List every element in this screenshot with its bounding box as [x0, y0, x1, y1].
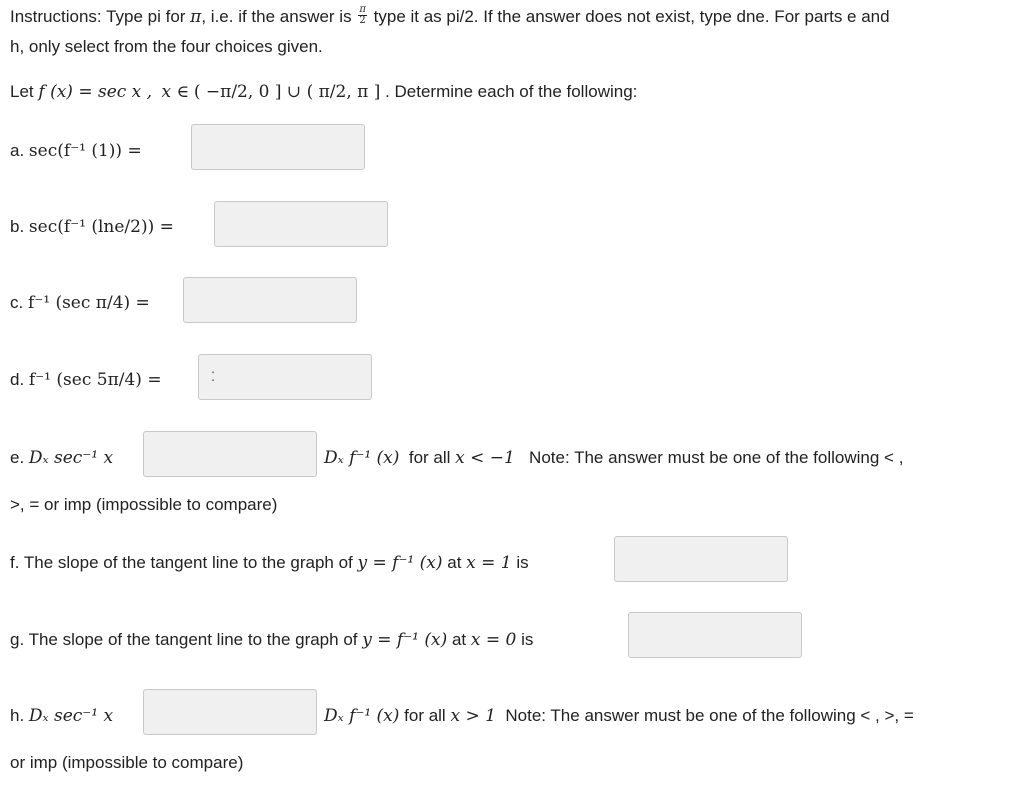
part-d-label: d.	[10, 370, 25, 389]
instructions-line-1	[10, 6, 890, 28]
part-d	[10, 369, 162, 391]
instructions-line-2: h, only select from the four choices given.	[10, 37, 323, 56]
part-d-answer-input[interactable]	[198, 354, 372, 400]
domain-interval: ( −π/2, 0 ] ∪ ( π/2, π ]	[193, 82, 381, 102]
part-h-note-line-2: or imp (impossible to compare)	[10, 753, 244, 772]
part-f-at: at	[447, 553, 462, 572]
part-e-lhs	[10, 447, 113, 469]
part-b	[10, 216, 174, 238]
part-e-rhs	[324, 447, 903, 469]
part-h-condition-label: for all	[404, 706, 446, 725]
part-b-answer-input[interactable]	[214, 201, 388, 247]
part-h-condition: x > 1	[450, 706, 496, 726]
part-f-answer-input[interactable]	[614, 536, 788, 582]
part-a-label: a.	[10, 141, 25, 160]
part-f	[10, 552, 529, 574]
part-g-is: is	[521, 630, 534, 649]
part-a-answer-input[interactable]	[191, 124, 365, 170]
domain-symbol: x ∈	[161, 82, 190, 102]
part-h-lhs-expression: Dₓ sec⁻¹ x	[28, 706, 114, 726]
part-g-label: g. The slope of the tangent line to the graph of	[10, 630, 358, 649]
part-d-expression: f⁻¹ (sec 5π/4) =	[28, 370, 162, 390]
part-b-expression: sec(f⁻¹ (lne/2)) =	[28, 217, 174, 237]
prompt-suffix: . Determine each of the following:	[385, 82, 638, 101]
text-cursor-icon: ⁚	[211, 369, 216, 384]
part-h-answer-select[interactable]	[143, 689, 317, 735]
part-f-point: x = 1	[466, 553, 512, 573]
part-a	[10, 140, 142, 162]
prompt-line	[10, 81, 637, 103]
fraction-pi-over-2: $\frac{\pi}{2}$	[359, 4, 366, 27]
part-h-note: Note: The answer must be one of the following < , >, =	[505, 706, 914, 725]
pi-symbol: π	[190, 7, 202, 27]
part-a-expression: sec(f⁻¹ (1)) =	[28, 141, 142, 161]
part-e-note-line-2: >, = or imp (impossible to compare)	[10, 495, 278, 514]
function-definition: f (x) = sec x ,	[38, 82, 153, 102]
part-g-point: x = 0	[470, 630, 517, 650]
part-h-lhs	[10, 705, 113, 727]
part-g-equation: y = f⁻¹ (x)	[362, 630, 448, 650]
part-c	[10, 292, 150, 314]
part-e-rhs-expression: Dₓ f⁻¹ (x)	[324, 448, 400, 468]
part-c-expression: f⁻¹ (sec π/4) =	[27, 293, 150, 313]
part-h-rhs	[324, 705, 914, 727]
instructions-text: type it as pi/2. If the answer does not exist, type dne. For parts e and	[373, 7, 890, 26]
part-h-label: h.	[10, 706, 25, 725]
part-g	[10, 629, 533, 651]
part-f-equation: y = f⁻¹ (x)	[357, 553, 443, 573]
part-e-condition-label: for all	[408, 448, 451, 467]
part-g-answer-input[interactable]	[628, 612, 802, 658]
part-c-answer-input[interactable]	[183, 277, 357, 323]
part-b-label: b.	[10, 217, 25, 236]
part-e-lhs-expression: Dₓ sec⁻¹ x	[28, 448, 114, 468]
part-e-condition: x < −1	[455, 448, 515, 468]
part-f-label: f. The slope of the tangent line to the graph of	[10, 553, 353, 572]
part-e-answer-select[interactable]	[143, 431, 317, 477]
part-g-at: at	[451, 630, 467, 649]
instructions-text: , i.e. if the answer is	[201, 7, 352, 26]
part-e-label: e.	[10, 448, 25, 467]
prompt-let: Let	[10, 82, 34, 101]
part-c-label: c.	[10, 293, 24, 312]
part-h-rhs-expression: Dₓ f⁻¹ (x)	[324, 706, 400, 726]
instructions-text: Instructions: Type pi for	[10, 7, 186, 26]
part-e-note: Note: The answer must be one of the following < ,	[529, 448, 904, 467]
part-f-is: is	[516, 553, 529, 572]
